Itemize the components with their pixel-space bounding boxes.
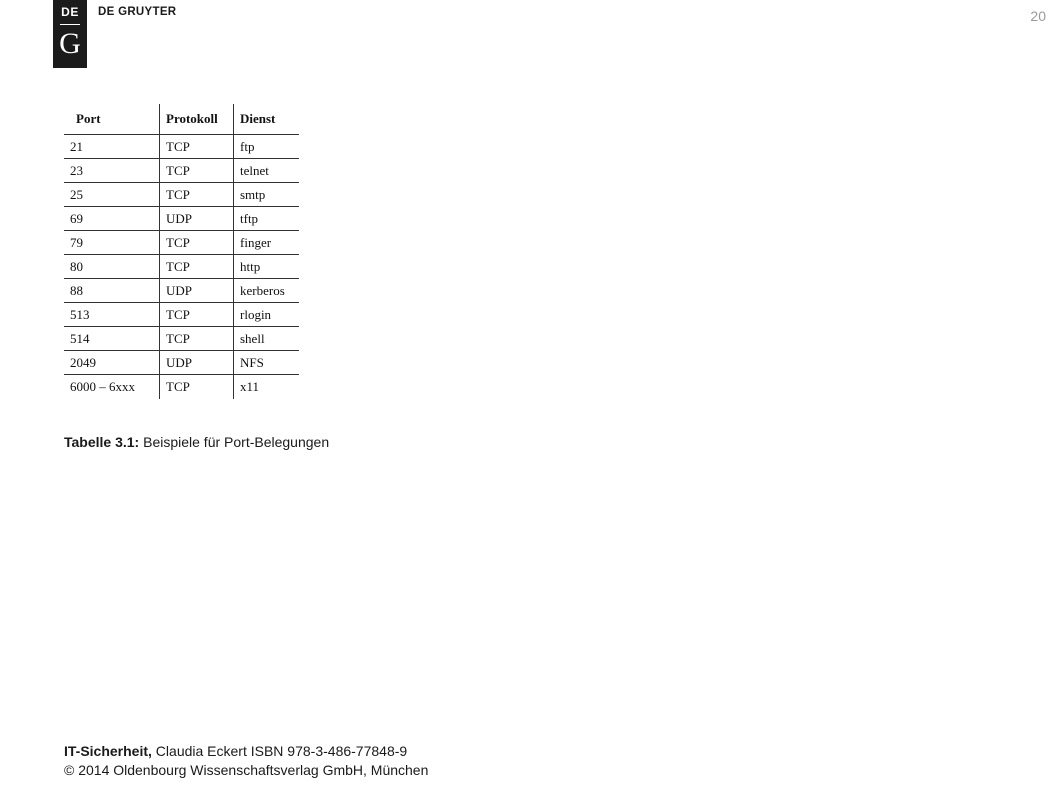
cell-protokoll: TCP bbox=[160, 231, 234, 255]
cell-port: 2049 bbox=[64, 351, 160, 375]
table-row bbox=[64, 303, 299, 327]
cell-protokoll: TCP bbox=[160, 183, 234, 207]
cell-protokoll: TCP bbox=[160, 255, 234, 279]
header-dienst: Dienst bbox=[234, 104, 300, 135]
cell-port: 69 bbox=[64, 207, 160, 231]
cell-protokoll: TCP bbox=[160, 327, 234, 351]
publisher-logo bbox=[53, 0, 87, 68]
table-row bbox=[64, 231, 299, 255]
cell-dienst: x11 bbox=[234, 375, 300, 400]
footer-book-title: IT-Sicherheit, bbox=[64, 743, 152, 759]
table-header-row bbox=[64, 104, 299, 135]
table-row bbox=[64, 183, 299, 207]
cell-port: 79 bbox=[64, 231, 160, 255]
cell-dienst: finger bbox=[234, 231, 300, 255]
table-row bbox=[64, 279, 299, 303]
cell-port: 6000 – 6xxx bbox=[70, 379, 135, 394]
cell-dienst: http bbox=[234, 255, 300, 279]
table-row bbox=[64, 255, 299, 279]
caption-text: Beispiele für Port-Belegungen bbox=[139, 434, 330, 450]
cell-dienst: tftp bbox=[234, 207, 300, 231]
port-table bbox=[64, 104, 299, 399]
logo-divider bbox=[60, 24, 80, 25]
cell-protokoll: TCP bbox=[160, 135, 234, 159]
cell-dienst: NFS bbox=[234, 351, 300, 375]
cell-port: 23 bbox=[64, 159, 160, 183]
cell-port: 88 bbox=[64, 279, 160, 303]
cell-dienst: shell bbox=[234, 327, 300, 351]
table-row bbox=[64, 375, 299, 400]
table-caption bbox=[64, 434, 329, 450]
logo-de-text: DE bbox=[61, 5, 79, 19]
cell-dienst: ftp bbox=[234, 135, 300, 159]
table-row bbox=[64, 159, 299, 183]
cell-dienst: rlogin bbox=[234, 303, 300, 327]
cell-protokoll: UDP bbox=[160, 279, 234, 303]
table-row bbox=[64, 207, 299, 231]
cell-protokoll: TCP bbox=[160, 375, 234, 400]
publisher-name: DE GRUYTER bbox=[98, 6, 177, 18]
header-port: Port bbox=[64, 104, 160, 135]
cell-dienst: smtp bbox=[234, 183, 300, 207]
cell-protokoll: UDP bbox=[160, 351, 234, 375]
footer-copyright: © 2014 Oldenbourg Wissenschaftsverlag GmbH, München bbox=[64, 762, 429, 778]
table-row bbox=[64, 135, 299, 159]
cell-port: 514 bbox=[64, 327, 160, 351]
cell-port: 25 bbox=[64, 183, 160, 207]
footer-book-info: Claudia Eckert ISBN 978-3-486-77848-9 bbox=[151, 743, 408, 759]
page-number: 20 bbox=[1030, 8, 1046, 24]
cell-protokoll: UDP bbox=[160, 207, 234, 231]
caption-label: Tabelle 3.1: bbox=[64, 434, 140, 450]
cell-protokoll: TCP bbox=[160, 303, 234, 327]
cell-protokoll: TCP bbox=[160, 159, 234, 183]
cell-port: 21 bbox=[64, 135, 160, 159]
header-protokoll: Protokoll bbox=[160, 104, 234, 135]
cell-dienst: kerberos bbox=[234, 279, 300, 303]
cell-port: 513 bbox=[64, 303, 160, 327]
logo-g-text: G bbox=[59, 27, 81, 60]
footer bbox=[64, 742, 428, 780]
cell-port: 80 bbox=[64, 255, 160, 279]
footer-book-line bbox=[64, 742, 428, 761]
table-row bbox=[64, 327, 299, 351]
table-row bbox=[64, 351, 299, 375]
cell-dienst: telnet bbox=[234, 159, 300, 183]
